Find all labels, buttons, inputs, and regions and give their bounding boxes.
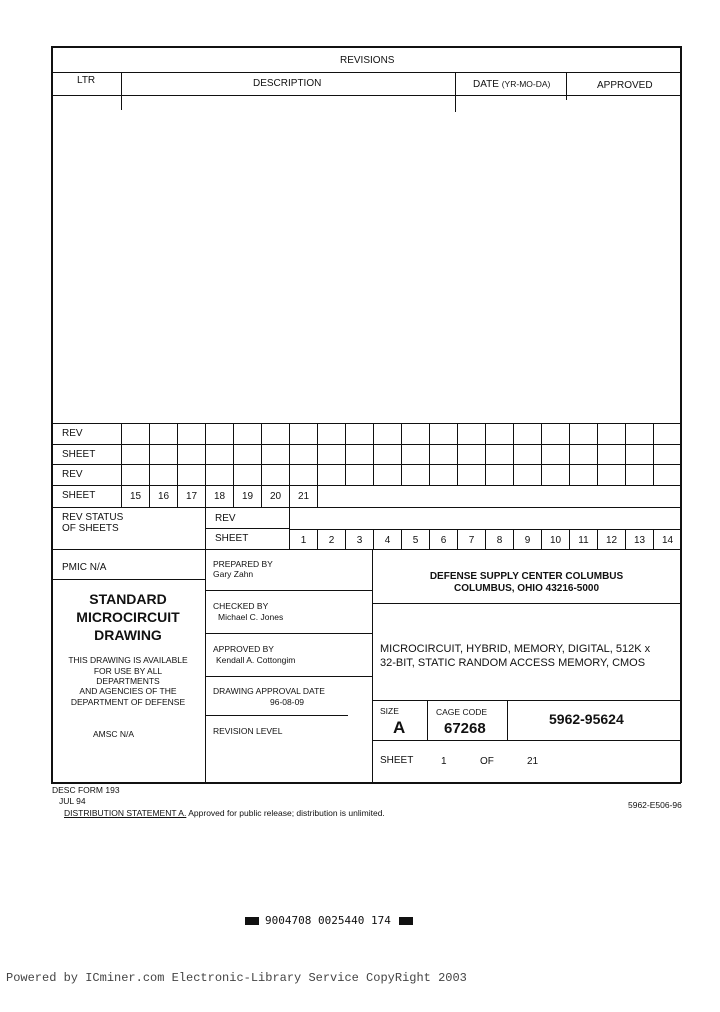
checked-by-label: CHECKED BY	[213, 601, 269, 611]
revision-level-label: REVISION LEVEL	[213, 726, 283, 736]
rev-status-label: REV STATUS	[62, 512, 124, 523]
title-drawing: DRAWING	[94, 627, 162, 643]
pmic-label: PMIC N/A	[62, 562, 107, 573]
sheet-number: 15	[129, 491, 142, 502]
sheet-label: SHEET	[215, 533, 249, 544]
revisions-title: REVISIONS	[340, 55, 395, 66]
rev-label: REV	[215, 513, 236, 524]
title-line-1: MICROCIRCUIT, HYBRID, MEMORY, DIGITAL, 512K x	[380, 643, 651, 655]
barcode-row	[245, 914, 413, 927]
sheet-number: 6	[440, 535, 447, 546]
checked-by-name: Michael C. Jones	[218, 612, 284, 622]
agency-line-1: DEFENSE SUPPLY CENTER COLUMBUS	[429, 571, 624, 582]
sheet-label: SHEET	[380, 755, 414, 766]
availability-line: DEPARTMENTS	[96, 676, 160, 686]
sheet-number: 17	[185, 491, 198, 502]
barcode-block-right	[399, 917, 413, 925]
form-number: DESC FORM 193	[52, 785, 120, 795]
title-line-2: 32-BIT, STATIC RANDOM ACCESS MEMORY, CMOS	[380, 657, 646, 669]
amsc-label: AMSC N/A	[93, 729, 135, 739]
cage-code-value: 67268	[444, 720, 486, 737]
title-microcircuit: MICROCIRCUIT	[76, 609, 180, 625]
approved-by-label: APPROVED BY	[213, 644, 274, 654]
form-date: JUL 94	[59, 796, 86, 806]
sheet-number: 7	[468, 535, 475, 546]
availability-line: FOR USE BY ALL	[93, 666, 163, 676]
approval-date-value: 96-08-09	[270, 697, 305, 707]
title-standard: STANDARD	[89, 591, 167, 607]
size-value: A	[393, 718, 406, 737]
sheet-number: 13	[633, 535, 646, 546]
powered-by-line: Powered by ICminer.com Electronic-Library Service CopyRight 2003	[6, 971, 467, 985]
approval-date-label: DRAWING APPROVAL DATE	[213, 686, 325, 696]
distribution-statement: DISTRIBUTION STATEMENT A. Approved for public release; distribution is unlimited.	[64, 808, 385, 818]
sheet-number: 12	[605, 535, 618, 546]
col-ltr: LTR	[77, 75, 96, 86]
document-reference: 5962-E506-96	[628, 800, 682, 810]
agency-line-2: COLUMBUS, OHIO 43216-5000	[453, 583, 600, 594]
sheet-value: 1	[441, 756, 447, 767]
availability-line: THIS DRAWING IS AVAILABLE	[68, 655, 188, 665]
sheet-number: 11	[578, 535, 589, 546]
sheet-number: 9	[524, 535, 531, 546]
sheet-number: 2	[328, 535, 335, 546]
rev-row-label: REV	[62, 428, 83, 439]
sheet-number: 16	[157, 491, 170, 502]
size-label: SIZE	[380, 706, 399, 716]
sheet-number: 10	[549, 535, 562, 546]
sheet-number: 19	[241, 491, 254, 502]
sheet-number: 18	[213, 491, 226, 502]
sheet-number: 1	[300, 535, 307, 546]
sheet-number: 14	[661, 535, 674, 546]
col-approved: APPROVED	[597, 80, 653, 91]
total-sheets: 21	[527, 756, 539, 767]
col-date: DATE (YR-MO-DA)	[473, 79, 551, 90]
col-description: DESCRIPTION	[253, 78, 322, 89]
sheet-row-label: SHEET	[62, 449, 96, 460]
sheet-number: 21	[297, 491, 310, 502]
availability-line: DEPARTMENT OF DEFENSE	[70, 697, 186, 707]
sheet-number: 5	[412, 535, 419, 546]
cage-code-label: CAGE CODE	[436, 707, 488, 717]
of-sheets-label: OF SHEETS	[62, 523, 119, 534]
prepared-by-label: PREPARED BY	[213, 559, 273, 569]
sheet-number: 20	[269, 491, 282, 502]
prepared-by-name: Gary Zahn	[213, 569, 254, 579]
rev-row-label: REV	[62, 469, 83, 480]
sheet-row-label: SHEET	[62, 490, 96, 501]
of-label: OF	[480, 756, 494, 767]
approved-by-name: Kendall A. Cottongim	[216, 655, 296, 665]
sheet-number: 3	[356, 535, 363, 546]
drawing-number: 5962-95624	[549, 711, 624, 727]
barcode-block-left	[245, 917, 259, 925]
sheet-number: 4	[384, 535, 391, 546]
sheet-number: 8	[496, 535, 503, 546]
barcode-number: 9004708 0025440 174	[265, 914, 391, 927]
availability-line: AND AGENCIES OF THE	[79, 686, 177, 696]
